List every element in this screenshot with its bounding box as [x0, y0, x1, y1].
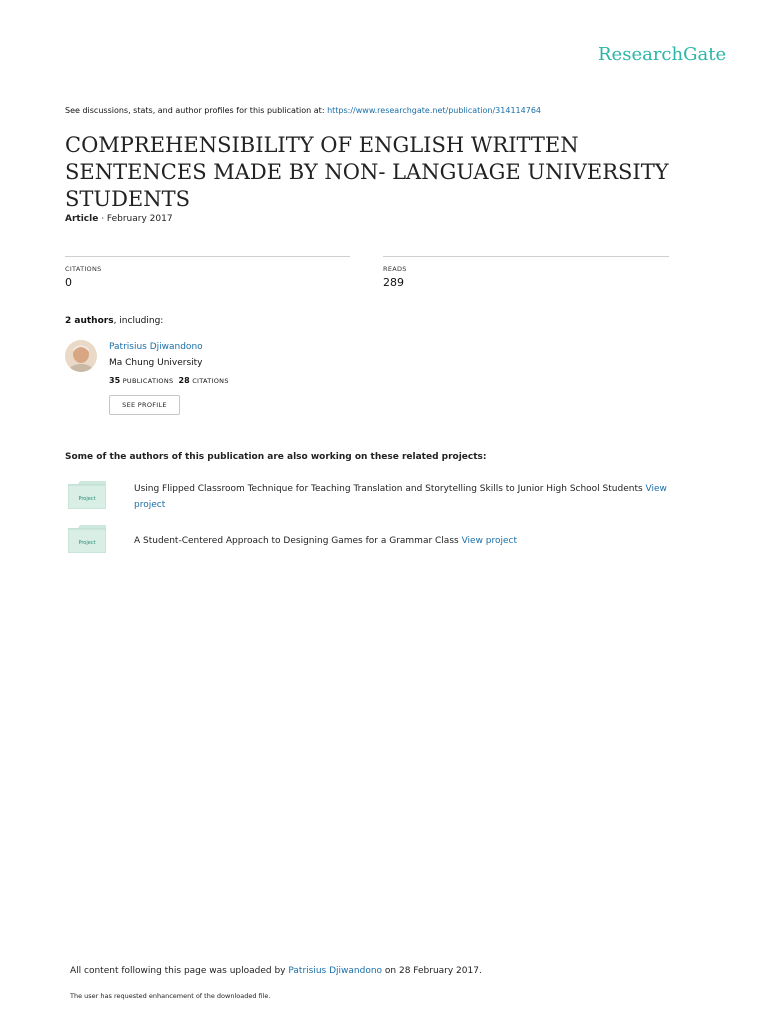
author-stats	[109, 376, 229, 385]
project-item-1	[134, 481, 694, 513]
project-2-view-link[interactable]: View project	[461, 536, 518, 546]
project-folder-icon	[68, 525, 106, 553]
author-avatar[interactable]	[65, 340, 97, 372]
upload-suffix: on 28 February 2017.	[384, 966, 482, 976]
paper-title: COMPREHENSIBILITY OF ENGLISH WRITTEN SENTENCES MADE BY NON- LANGUAGE UNIVERSITY STUDENTS	[65, 133, 669, 211]
authors-count: 2 authors	[65, 316, 114, 326]
project-1-text: Using Flipped Classroom Technique for Teaching Translation and Storytelling Skills to Junior High School Students	[134, 484, 643, 494]
citations-value: 0	[65, 276, 72, 289]
author-institution: Ma Chung University	[109, 358, 203, 368]
paper-date: · February 2017	[101, 214, 173, 224]
project-item-2	[134, 533, 694, 549]
project-folder-label: Project	[78, 496, 96, 502]
divider-reads	[383, 256, 669, 257]
project-2-text: A Student-Centered Approach to Designing Games for a Grammar Class	[134, 536, 459, 546]
project-1-view-link[interactable]: View project	[134, 484, 667, 510]
researchgate-logo[interactable]: ResearchGate	[598, 44, 727, 65]
paper-type: Article	[65, 214, 99, 224]
author-publications-label: PUBLICATIONS	[122, 377, 174, 385]
author-publications-count: 35	[109, 376, 121, 385]
author-name-link[interactable]: Patrisius Djiwandono	[109, 342, 203, 352]
project-folder-label: Project	[78, 540, 96, 546]
divider-citations	[65, 256, 350, 257]
authors-suffix: , including:	[113, 316, 164, 326]
project-folder-icon	[68, 481, 106, 509]
see-profile-button[interactable]: SEE PROFILE	[109, 395, 180, 415]
reads-value: 289	[383, 276, 404, 289]
reads-label: READS	[383, 265, 407, 273]
author-citations-label: CITATIONS	[192, 377, 229, 385]
publication-url-link[interactable]: https://www.researchgate.net/publication/314114764	[327, 106, 541, 115]
citations-label: CITATIONS	[65, 265, 102, 273]
related-projects-heading: Some of the authors of this publication are also working on these related projects:	[65, 452, 487, 462]
discussion-prefix: See discussions, stats, and author profiles for this publication at:	[65, 106, 325, 115]
paper-meta	[65, 214, 173, 224]
upload-prefix: All content following this page was uploaded by	[70, 966, 286, 976]
authors-heading	[65, 316, 163, 326]
enhancement-note: The user has requested enhancement of the downloaded file.	[70, 992, 271, 1000]
discussion-line	[65, 106, 541, 115]
upload-author-link[interactable]: Patrisius Djiwandono	[288, 966, 383, 976]
upload-footer	[70, 966, 482, 976]
author-citations-count: 28	[178, 376, 190, 385]
